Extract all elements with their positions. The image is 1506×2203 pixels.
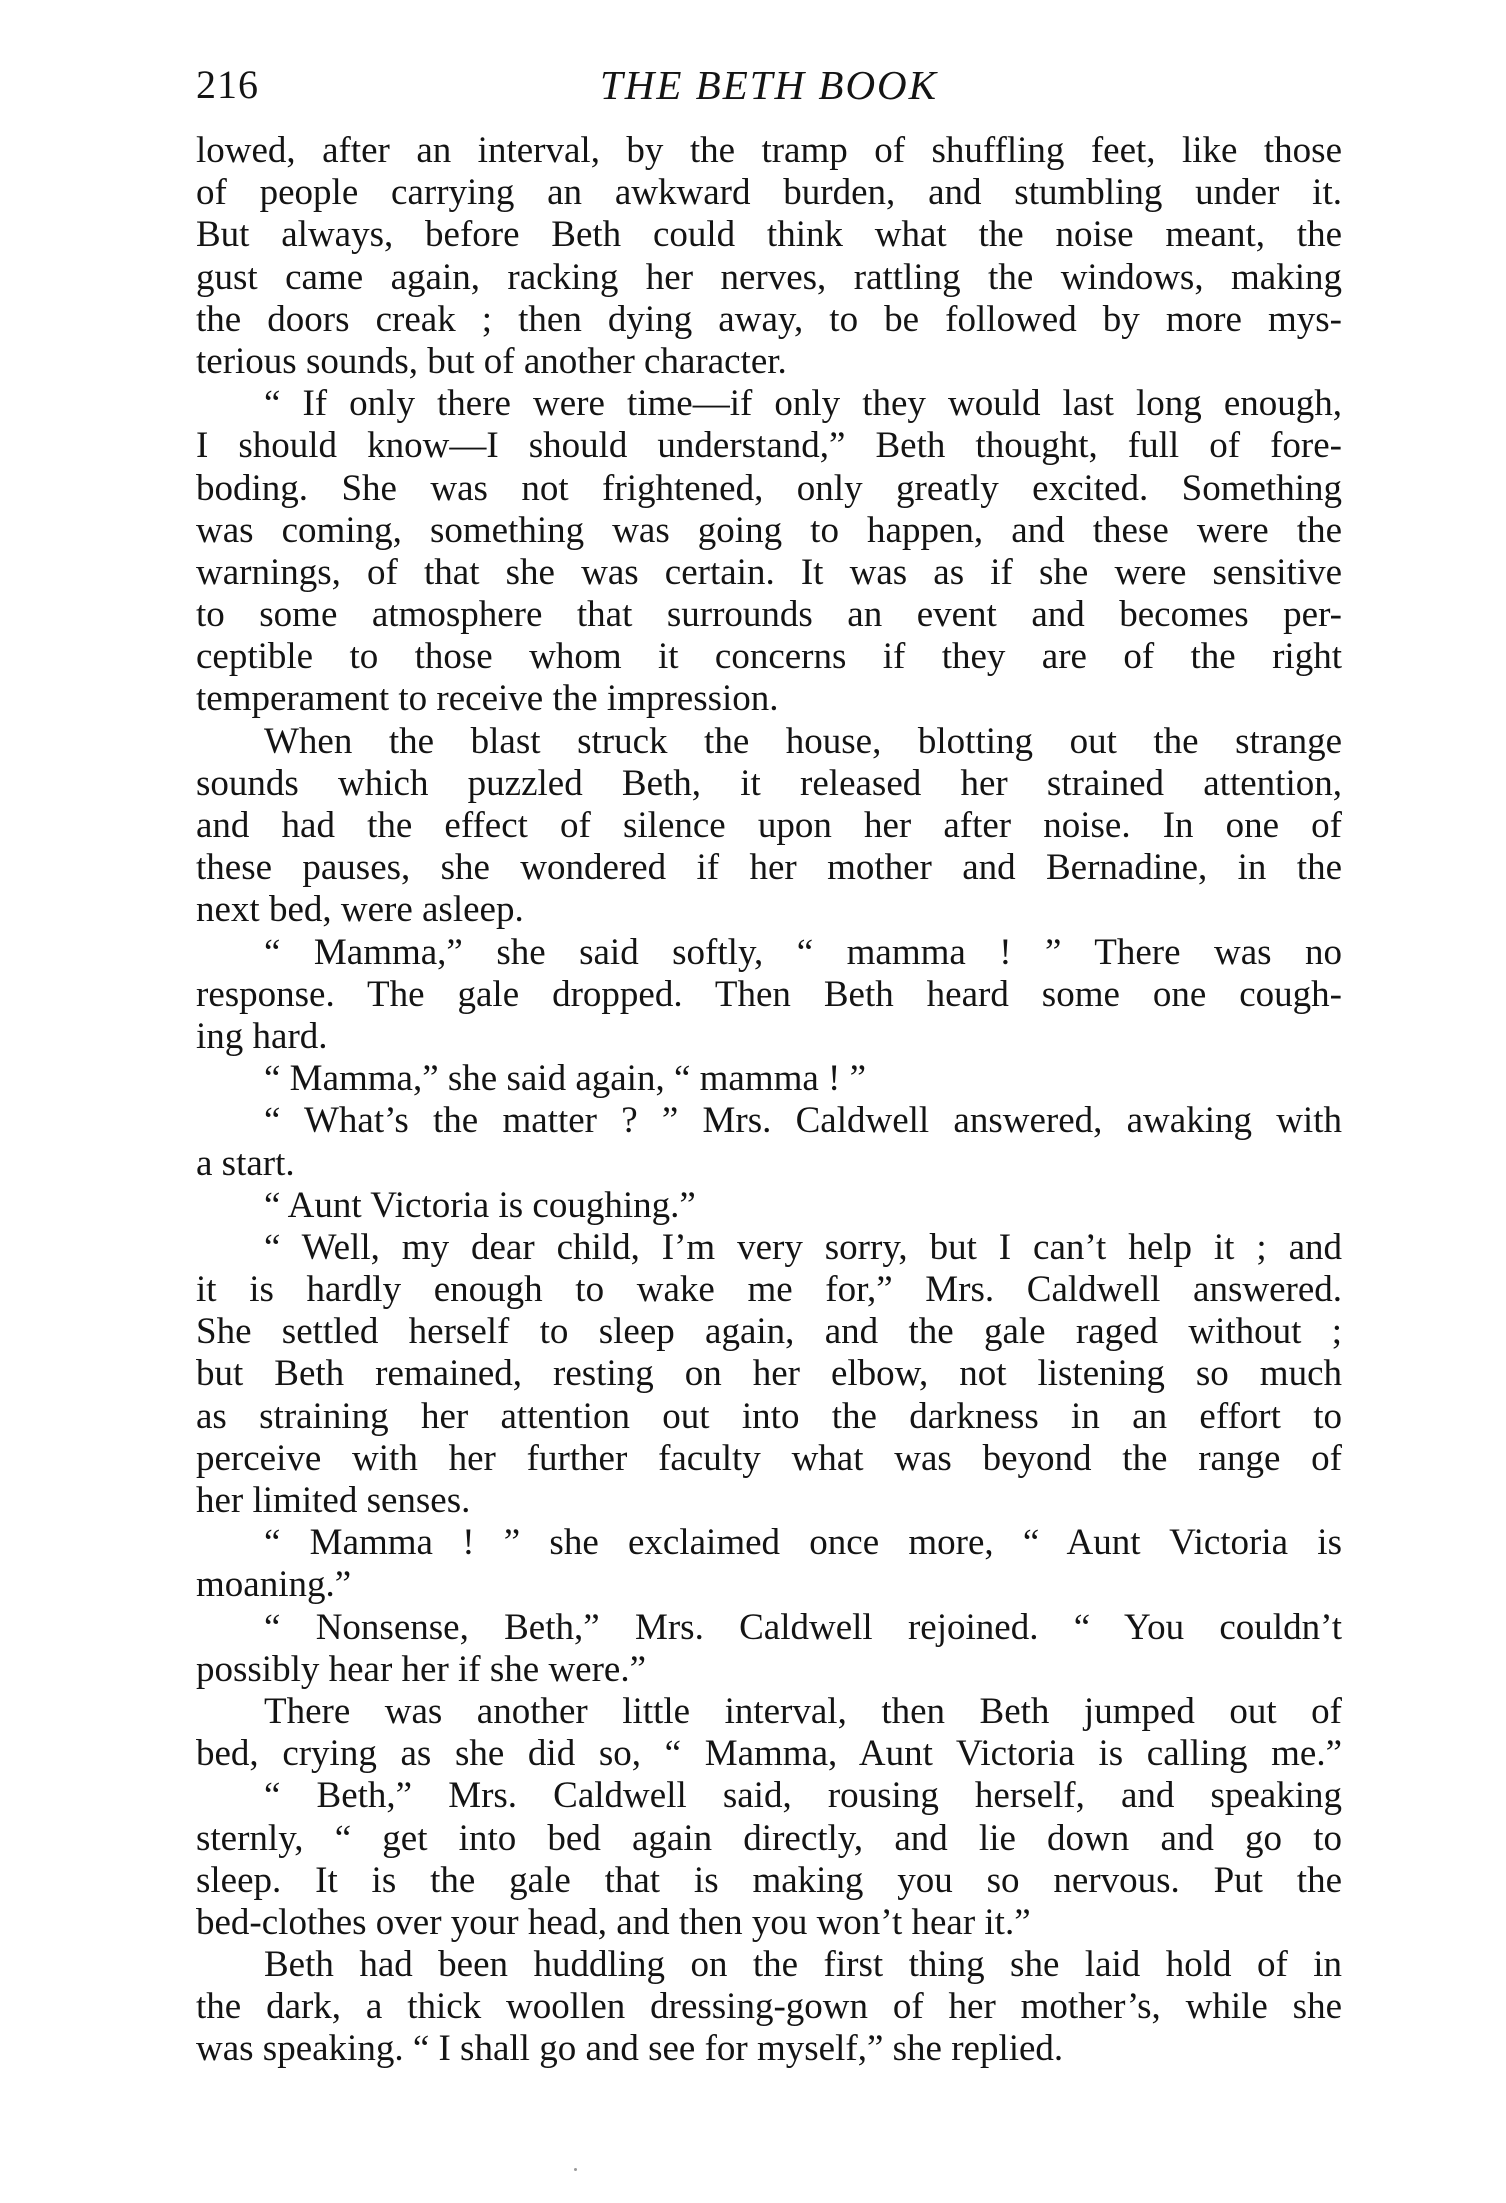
text-line: but Beth remained, resting on her elbow, not listening so much [196,1353,1342,1395]
text-line: sleep. It is the gale that is making you so nervous. Put the [196,1859,1342,1901]
page-number: 216 [196,62,259,107]
text-line: boding. She was not frightened, only greatly excited. Something [196,467,1342,509]
text-line: I should know—I should understand,” Beth thought, full of fore- [196,425,1342,467]
text-line: sounds which puzzled Beth, it released her strained attention, [196,762,1342,804]
text-line: the dark, a thick woollen dressing-gown of her mother’s, while she [196,1986,1342,2028]
text-line: “ What’s the matter ? ” Mrs. Caldwell answered, awaking with [264,1100,1342,1142]
text-line: was coming, something was going to happen, and these were the [196,509,1342,551]
text-line: “ Mamma,” she said again, “ mamma ! ” [264,1058,867,1100]
text-line: to some atmosphere that surrounds an event and becomes per- [196,594,1342,636]
text-line: Beth had been huddling on the first thing she laid hold of in [264,1944,1342,1986]
text-line: a start. [196,1142,295,1184]
text-line: warnings, of that she was certain. It was as if she were sensitive [196,551,1342,593]
text-line: the doors creak ; then dying away, to be followed by more mys- [196,298,1342,340]
text-line: it is hardly enough to wake me for,” Mrs. Caldwell answered. [196,1269,1342,1311]
text-line: “ Aunt Victoria is coughing.” [264,1184,696,1226]
text-line: ceptible to those whom it concerns if they are of the right [196,636,1342,678]
text-line: of people carrying an awkward burden, and stumbling under it. [196,172,1342,214]
text-line: There was another little interval, then Beth jumped out of [264,1690,1342,1732]
text-line: sternly, “ get into bed again directly, and lie down and go to [196,1817,1342,1859]
text-line: “ Mamma ! ” she exclaimed once more, “ Aunt Victoria is [264,1522,1342,1564]
paper-speck [574,2168,577,2171]
text-line: and had the effect of silence upon her after noise. In one of [196,805,1342,846]
text-line: these pauses, she wondered if her mother and Bernadine, in the [196,847,1342,889]
text-line: “ Well, my dear child, I’m very sorry, but I can’t help it ; and [264,1226,1342,1268]
text-line: “ Nonsense, Beth,” Mrs. Caldwell rejoined. “ You couldn’t [264,1606,1342,1648]
text-line: terious sounds, but of another character. [196,340,787,382]
text-line: moaning.” [196,1564,352,1606]
page-header [196,56,1342,114]
text-line: perceive with her further faculty what was beyond the range of [196,1437,1342,1479]
text-line: bed, crying as she did so, “ Mamma, Aunt Victoria is calling me.” [196,1733,1342,1775]
text-line: “ If only there were time—if only they would last long enough, [264,383,1342,425]
text-line: temperament to receive the impression. [196,678,779,720]
text-line: ing hard. [196,1015,328,1057]
text-line: gust came again, racking her nerves, rattling the windows, making [196,256,1342,298]
text-line: lowed, after an interval, by the tramp of shuffling feet, like those [196,130,1342,171]
text-line: She settled herself to sleep again, and the gale raged without ; [196,1311,1342,1353]
text-line: “ Mamma,” she said softly, “ mamma ! ” There was no [264,931,1342,973]
text-line: When the blast struck the house, blotting out the strange [264,720,1342,762]
text-line: possibly hear her if she were.” [196,1648,646,1690]
running-title: THE BETH BOOK [599,62,939,108]
text-line: next bed, were asleep. [196,889,524,931]
text-line: was speaking. “ I shall go and see for myself,” she replied. [196,2028,1064,2070]
text-line: as straining her attention out into the darkness in an effort to [196,1395,1342,1437]
text-line: her limited senses. [196,1480,471,1521]
body-text [196,130,1342,2071]
text-line: “ Beth,” Mrs. Caldwell said, rousing herself, and speaking [264,1775,1342,1817]
text-line: But always, before Beth could think what the noise meant, the [196,214,1342,256]
text-line: response. The gale dropped. Then Beth heard some one cough- [196,973,1342,1015]
text-line: bed-clothes over your head, and then you won’t hear it.” [196,1901,1031,1943]
